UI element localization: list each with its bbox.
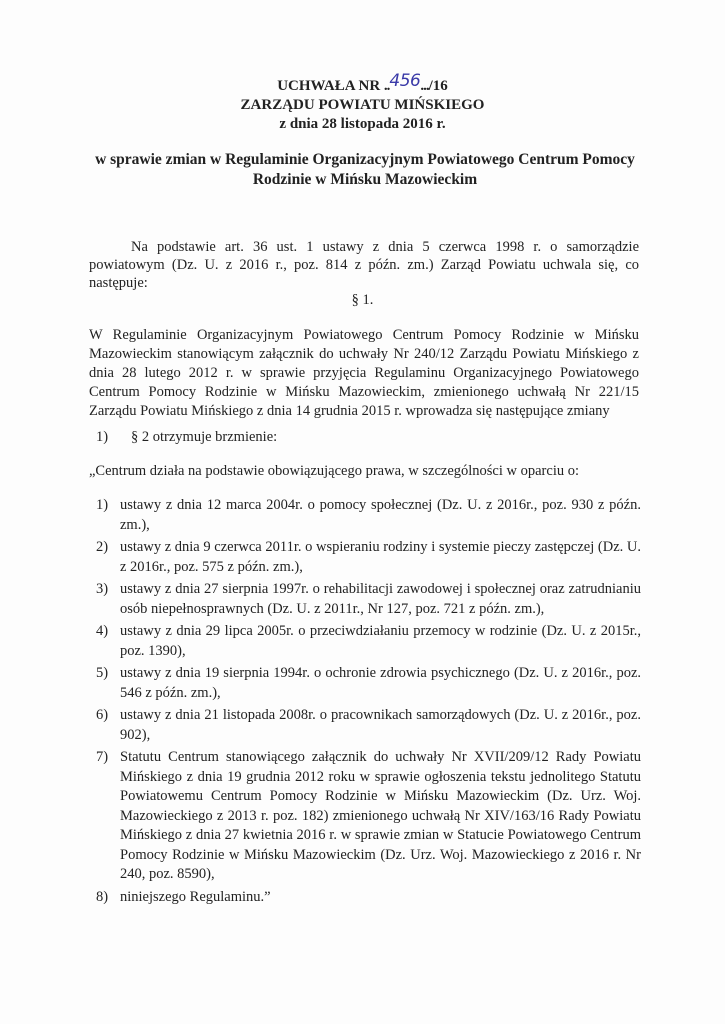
list-item-text: ustawy z dnia 9 czerwca 2011r. o wspieraniu rodziny i systemie pieczy zastępczej (Dz. U. z 2016r., poz. 575 z późn. zm.),	[120, 539, 641, 575]
list-item-number: 6)	[96, 707, 109, 723]
resolution-subject	[80, 150, 650, 190]
list-item	[96, 748, 641, 885]
list-item-number: 4)	[96, 623, 109, 639]
list-item-text: ustawy z dnia 27 sierpnia 1997r. o rehabilitacji zawodowej i społecznej oraz zatrudnianiu osób niepełnosprawnych (Dz. U. z 2011r., Nr 127, poz. 721 z późn. zm.),	[120, 581, 641, 617]
list-item-text: Statutu Centrum stanowiącego załącznik do uchwały Nr XVII/209/12 Rady Powiatu Mińskiego z dnia 19 grudnia 2012 roku w sprawie ogłoszenia tekstu jednolitego Statutu Powiatowemu Centrum Pomocy Rodzinie w Mińsku Mazowieckim (Dz. Urz. Woj. Mazowieckiego z 2013 r. poz. 182) zmienionego uchwałą Nr XIV/163/16 Rady Powiatu Mińskiego z dnia 27 kwietnia 2016 r. w sprawie zmian w Statucie Powiatowego Centrum Pomocy Rodzinie w Mińsku Mazowieckim (Dz. Urz. Woj. Mazowieckiego z 2016 r. Nr 240, poz. 8590),	[120, 749, 641, 882]
list-item-text: ustawy z dnia 12 marca 2004r. o pomocy społecznej (Dz. U. z 2016r., poz. 930 z późn. zm.),	[120, 497, 641, 533]
list-item	[96, 538, 641, 577]
list-item-text: ustawy z dnia 21 listopada 2008r. o pracownikach samorządowych (Dz. U. z 2016r., poz. 902),	[120, 707, 641, 743]
title-dots-after: ...	[420, 78, 429, 94]
issuing-body: ZARZĄDU POWIATU MIŃSKIEGO	[240, 97, 485, 113]
list-item	[96, 706, 641, 745]
list-item	[96, 580, 641, 619]
title-dots-before: ..	[383, 78, 390, 94]
resolution-header	[0, 71, 725, 134]
list-item	[96, 496, 641, 535]
list-item-text: ustawy z dnia 29 lipca 2005r. o przeciwdziałaniu przemocy w rodzinie (Dz. U. z 2015r., poz. 1390),	[120, 623, 641, 659]
list-item	[96, 888, 641, 908]
legal-basis-paragraph: Na podstawie art. 36 ust. 1 ustawy z dnia 5 czerwca 1998 r. o samorządzie powiatowym (Dz. U. z 2016 r., poz. 814 z późn. zm.) Zarząd Powiatu uchwala się, co następuje:	[89, 239, 639, 291]
subject-line-1: w sprawie zmian w Regulaminie Organizacyjnym Powiatowego Centrum Pomocy	[95, 151, 635, 168]
change-point-text: § 2 otrzymuje brzmienie:	[131, 429, 278, 445]
resolution-title-prefix: UCHWAŁA NR	[277, 78, 384, 94]
resolution-date: z dnia 28 listopada 2016 r.	[279, 116, 446, 132]
list-item-text: ustawy z dnia 19 sierpnia 1994r. o ochronie zdrowia psychicznego (Dz. U. z 2016r., poz. 546 z późn. zm.),	[120, 665, 641, 701]
legal-basis-list	[96, 496, 641, 910]
handwritten-resolution-number: 456	[389, 71, 421, 91]
section-mark: § 1.	[351, 292, 374, 308]
list-item-number: 5)	[96, 665, 109, 681]
subject-line-2: Rodzinie w Mińsku Mazowieckim	[252, 171, 478, 188]
list-item-text: niniejszego Regulaminu.”	[120, 888, 271, 905]
list-item-number: 2)	[96, 539, 109, 555]
list-item	[96, 622, 641, 661]
resolution-title	[0, 71, 725, 96]
change-point-1	[96, 429, 277, 446]
change-point-number: 1)	[96, 429, 109, 445]
list-item-number: 1)	[96, 497, 109, 513]
main-paragraph: W Regulaminie Organizacyjnym Powiatowego Centrum Pomocy Rodzinie w Mińsku Mazowieckim stanowiącym załącznik do uchwały Nr 240/12 Zarządu Powiatu Mińskiego z dnia 28 lutego 2012 r. w sprawie przyjęcia Regulaminu Organizacyjnego Powiatowego Centrum Pomocy Rodzinie w Mińsku Mazowieckim, zmienionego uchwałą Nr 221/15 Zarządu Powiatu Mińskiego z dnia 14 grudnia 2015 r. wprowadza się następujące zmiany	[89, 327, 639, 419]
list-item	[96, 664, 641, 703]
resolution-title-suffix: /16	[428, 78, 448, 94]
quoted-intro: „Centrum działa na podstawie obowiązującego prawa, w szczególności w oparciu o:	[89, 463, 579, 479]
list-item-number: 3)	[96, 581, 109, 597]
list-item-number: 7)	[96, 749, 109, 765]
list-item-number: 8)	[96, 888, 109, 905]
